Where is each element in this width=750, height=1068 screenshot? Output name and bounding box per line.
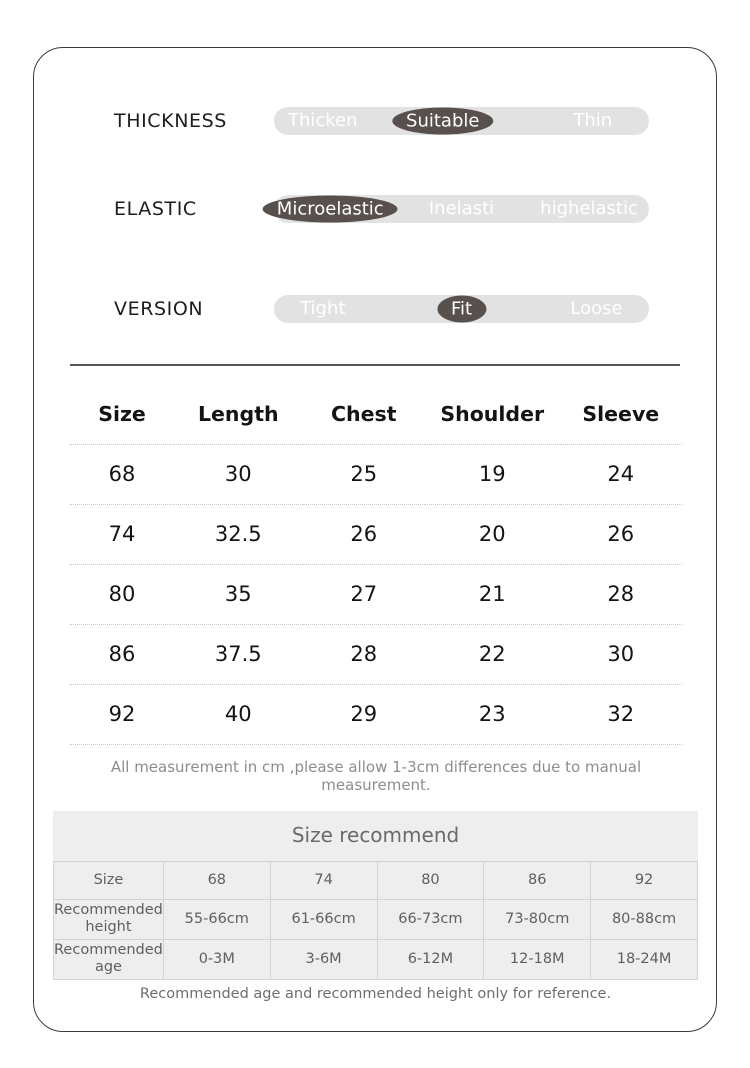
table-cell: 32 xyxy=(607,702,635,726)
size-recommend-cell: 74 xyxy=(270,861,377,899)
table-cell: 40 xyxy=(224,702,252,726)
size-recommend-row xyxy=(54,899,698,939)
attribute-option-selected[interactable]: Suitable xyxy=(392,108,493,135)
size-recommend-cell: 18-24M xyxy=(591,939,698,979)
column-header-shoulder: Shoulder xyxy=(440,401,545,426)
table-cell: 20 xyxy=(478,522,506,546)
size-recommend-cell: 80-88cm xyxy=(591,899,698,939)
size-recommend-row xyxy=(54,939,698,979)
table-cell: 19 xyxy=(478,462,506,486)
table-cell: 74 xyxy=(108,522,136,546)
column-header-size: Size xyxy=(98,401,146,426)
table-cell: 26 xyxy=(607,522,635,546)
table-cell: 23 xyxy=(478,702,506,726)
table-cell: 27 xyxy=(350,582,378,606)
table-row xyxy=(70,684,682,744)
table-cell: 21 xyxy=(478,582,506,606)
size-recommend-cell: 12-18M xyxy=(484,939,591,979)
size-recommend-cell: 92 xyxy=(591,861,698,899)
table-cell: 22 xyxy=(478,642,506,666)
attribute-row-version xyxy=(34,289,716,329)
table-cell: 32.5 xyxy=(214,522,262,546)
attribute-option-selected[interactable]: Microelastic xyxy=(263,196,398,223)
attribute-label-thickness: THICKNESS xyxy=(114,110,227,132)
attribute-row-elastic xyxy=(34,189,716,229)
size-recommend-row-label: Recommended height xyxy=(54,899,164,939)
size-recommend-cell: 73-80cm xyxy=(484,899,591,939)
size-recommend-cell: 3-6M xyxy=(270,939,377,979)
attribute-option[interactable]: Thin xyxy=(573,110,613,131)
attribute-option[interactable]: highelastic xyxy=(540,198,638,219)
size-recommend-note: Recommended age and recommended height only for reference. xyxy=(139,986,612,1002)
attribute-label-version: VERSION xyxy=(114,298,204,320)
table-header-row xyxy=(70,384,682,444)
size-recommend-cell: 61-66cm xyxy=(270,899,377,939)
table-cell: 29 xyxy=(350,702,378,726)
size-recommend-cell: 80 xyxy=(377,861,484,899)
measurement-note: All measurement in cm ,please allow 1-3cm differences due to manual measurement. xyxy=(110,758,642,794)
table-row xyxy=(70,564,682,624)
attribute-row-thickness xyxy=(34,101,716,141)
size-recommend-cell: 0-3M xyxy=(163,939,270,979)
column-header-chest: Chest xyxy=(330,401,397,426)
size-recommend-row-label: Size xyxy=(54,861,164,899)
attribute-track-version[interactable] xyxy=(274,295,649,323)
table-cell: 26 xyxy=(350,522,378,546)
table-cell: 86 xyxy=(108,642,136,666)
table-row xyxy=(70,504,682,564)
attribute-option[interactable]: Inelasti xyxy=(428,198,495,219)
size-recommend-cell: 66-73cm xyxy=(377,899,484,939)
table-cell: 28 xyxy=(607,582,635,606)
size-recommend-row-label: Recommended age xyxy=(54,939,164,979)
attribute-option[interactable]: Tight xyxy=(300,298,346,319)
column-header-sleeve: Sleeve xyxy=(582,401,660,426)
size-recommend-title: Size recommend xyxy=(291,823,460,848)
column-header-length: Length xyxy=(197,401,279,426)
attribute-track-elastic[interactable] xyxy=(274,195,649,223)
attribute-option-selected[interactable]: Fit xyxy=(437,296,486,323)
table-cell: 28 xyxy=(350,642,378,666)
measurement-table xyxy=(70,384,682,745)
size-recommend-cell: 6-12M xyxy=(377,939,484,979)
size-recommend-row xyxy=(54,861,698,899)
size-recommend-title-row xyxy=(54,811,698,861)
attribute-option[interactable]: Thicken xyxy=(287,110,358,131)
table-cell: 37.5 xyxy=(214,642,262,666)
size-recommend-cell: 68 xyxy=(163,861,270,899)
table-cell: 35 xyxy=(224,582,252,606)
attribute-label-elastic: ELASTIC xyxy=(114,198,197,220)
table-row xyxy=(70,444,682,504)
size-recommend-cell: 86 xyxy=(484,861,591,899)
size-recommend-table xyxy=(53,811,698,980)
table-cell: 25 xyxy=(350,462,378,486)
table-row xyxy=(70,624,682,684)
attribute-option[interactable]: Loose xyxy=(570,298,623,319)
attribute-track-thickness[interactable] xyxy=(274,107,649,135)
size-recommend-cell: 55-66cm xyxy=(163,899,270,939)
table-top-divider xyxy=(70,364,680,366)
table-cell: 92 xyxy=(108,702,136,726)
table-cell: 24 xyxy=(607,462,635,486)
table-cell: 30 xyxy=(224,462,252,486)
table-cell: 80 xyxy=(108,582,136,606)
table-cell: 30 xyxy=(607,642,635,666)
size-chart-card xyxy=(33,47,717,1032)
table-cell: 68 xyxy=(108,462,136,486)
